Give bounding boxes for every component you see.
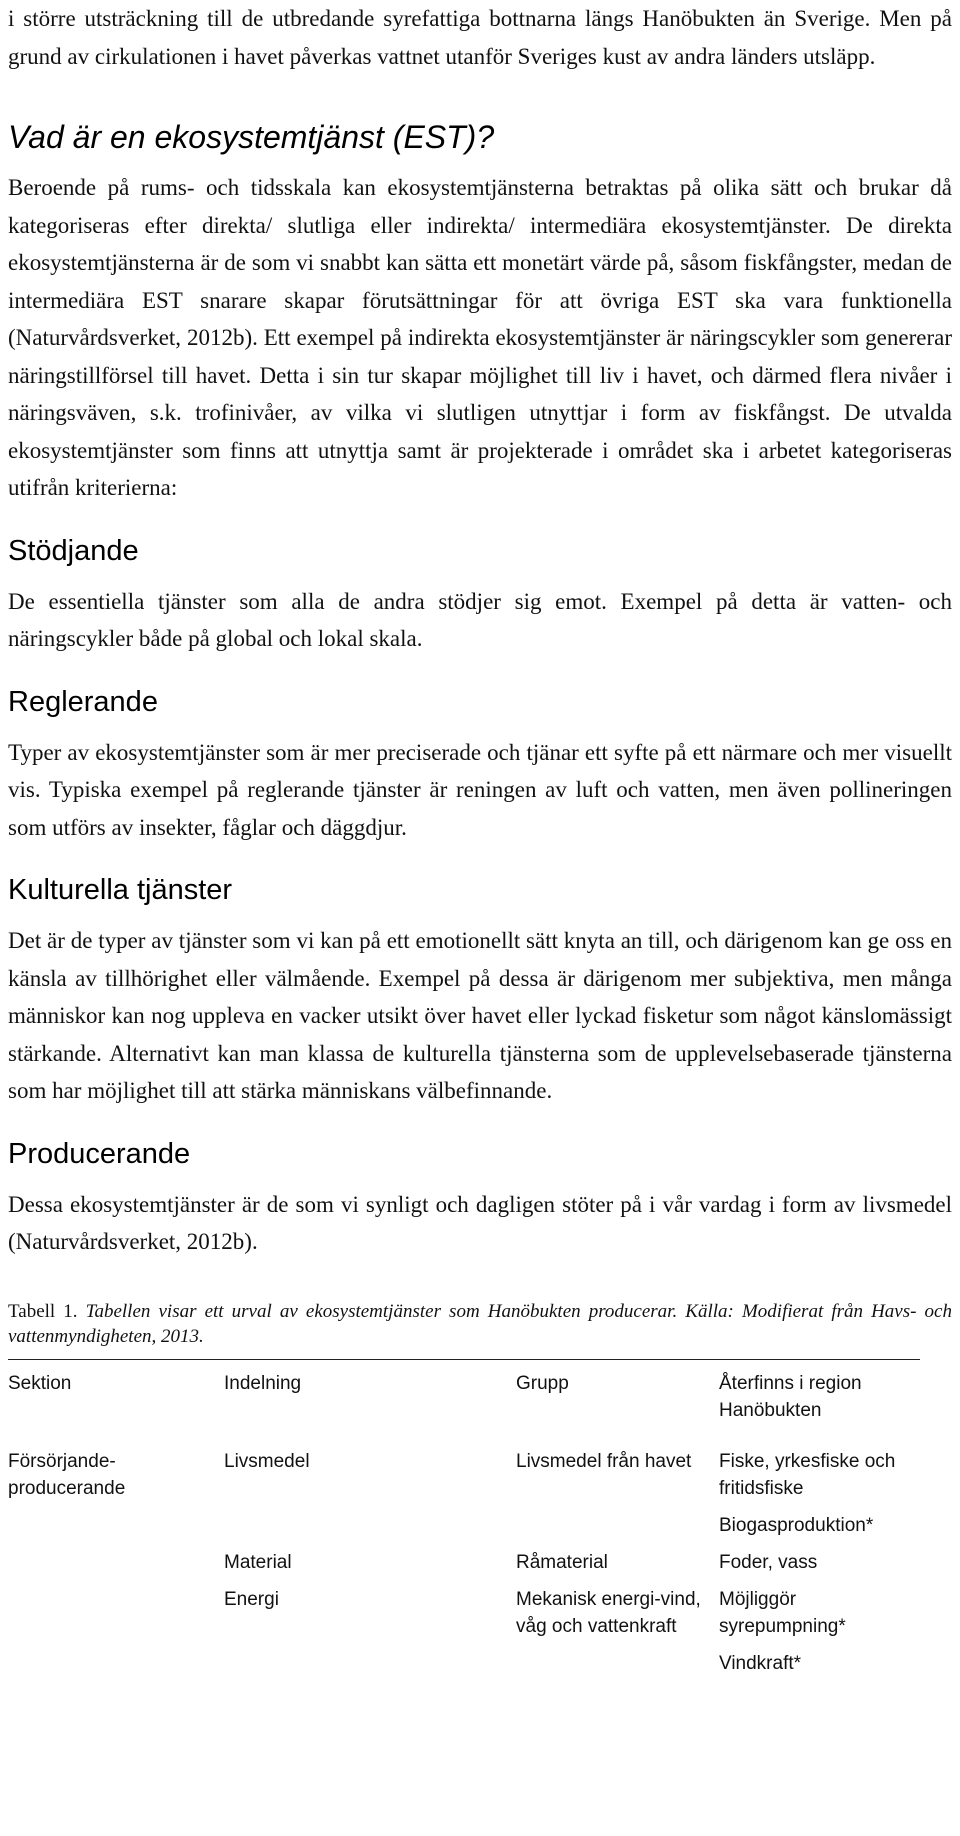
- table-cell-region: [719, 1586, 920, 1687]
- table-cell-grupp: Mekanisk energi-vind, våg och vattenkraft: [516, 1588, 701, 1637]
- table-cell-grupp: Råmaterial: [516, 1551, 608, 1573]
- table-cell-sektion: Försörjande-producerande: [8, 1450, 126, 1499]
- table-row: [8, 1586, 920, 1687]
- table-cell-region: [719, 1549, 920, 1586]
- table-cell-grupp: Livsmedel från havet: [516, 1450, 692, 1472]
- region-item: Möjliggör syrepumpning*: [719, 1588, 846, 1637]
- section-heading: Vad är en ekosystemtjänst (EST)?: [8, 119, 495, 155]
- table-row: [8, 1549, 920, 1586]
- table-header-cell: Sektion: [8, 1372, 72, 1394]
- category-heading-stodjande: Stödjande: [8, 534, 139, 567]
- document-page: [8, 0, 952, 1687]
- table-caption-label: Tabell 1.: [8, 1300, 78, 1322]
- table-caption: [8, 1299, 952, 1349]
- table-header-row: [8, 1359, 920, 1438]
- table-cell-region: [719, 1438, 920, 1549]
- category-heading-producerande: Producerande: [8, 1137, 191, 1170]
- table-caption-text: Tabellen visar ett urval av ekosystemtjänster som Hanöbukten producerar. Källa: Modifierat från Havs- och vattenmyndigheten, 2013.: [8, 1300, 952, 1347]
- region-item: Vindkraft*: [719, 1652, 802, 1674]
- ecosystem-services-table: [8, 1359, 920, 1687]
- table-header-cell: Grupp: [516, 1372, 569, 1394]
- intro-paragraph: i större utsträckning till de utbredande syrefattiga bottnarna längs Hanöbukten än Sverige. Men på grund av cirkulationen i havet påverkas vattnet utanför Sveriges kust av andra länders utsläpp.: [8, 6, 952, 69]
- region-item: Biogasproduktion*: [719, 1514, 874, 1536]
- table-cell-indelning: Energi: [224, 1588, 279, 1610]
- table-header-cell: Återfinns i region Hanöbukten: [719, 1372, 862, 1421]
- table-header-cell: Indelning: [224, 1372, 302, 1394]
- table-cell-indelning: Material: [224, 1551, 292, 1573]
- table-row: [8, 1438, 920, 1549]
- section-paragraph: Beroende på rums- och tidsskala kan ekosystemtjänsterna betraktas på olika sätt och brukar då kategoriseras efter direkta/ slutliga eller indirekta/ intermediära ekosystemtjänster. De direkta ekosystemtjänsterna är de som vi snabbt kan sätta ett monetärt värde på, såsom fiskfångster, medan de intermediära EST snarare skapar förutsättningar för att övriga EST ska vara funktionella (Naturvårdsverket, 2012b). Ett exempel på indirekta ekosystemtjänster är näringscykler som genererar näringstillförsel till havet. Detta i sin tur skapar möjlighet till liv i havet, och därmed flera nivåer i näringsväven, s.k. trofinivåer, av vilka vi slutligen utnyttjar i form av fiskfångst. De utvalda ekosystemtjänster som finns att utnyttja samt är projekterade i området ska i arbetet kategoriseras utifrån kriterierna:: [8, 175, 952, 500]
- category-heading-reglerande: Reglerande: [8, 685, 158, 718]
- category-paragraph-stodjande: De essentiella tjänster som alla de andra stödjer sig emot. Exempel på detta är vatten- och näringscykler både på global och lokal skala.: [8, 588, 952, 651]
- table-cell-sektion: [8, 1549, 224, 1586]
- table-cell-indelning: Livsmedel: [224, 1450, 310, 1472]
- category-paragraph-kulturella: Det är de typer av tjänster som vi kan på ett emotionellt sätt knyta an till, och därigenom kan ge oss en känsla av tillhörighet eller välmående. Exempel på dessa är därigenom mer subjektiva, men många människor kan nog uppleva en vacker utsikt över havet eller lyckad fisketur som något känslomässigt stärkande. Alternativt kan man klassa de kulturella tjänsterna som de upplevelsebaserade tjänsterna som har möjlighet till att stärka människans välbefinnande.: [8, 928, 952, 1103]
- category-paragraph-producerande: Dessa ekosystemtjänster är de som vi synligt och dagligen stöter på i vår vardag i form av livsmedel (Naturvårdsverket, 2012b).: [8, 1191, 952, 1254]
- category-paragraph-reglerande: Typer av ekosystemtjänster som är mer preciserade och tjänar ett syfte på ett närmare och mer visuellt vis. Typiska exempel på reglerande tjänster är reningen av luft och vatten, men även pollineringen som utförs av insekter, fåglar och däggdjur.: [8, 739, 952, 840]
- region-item: Fiske, yrkesfiske och fritidsfiske: [719, 1450, 896, 1499]
- table-cell-sektion: [8, 1586, 224, 1687]
- region-item: Foder, vass: [719, 1551, 818, 1573]
- category-heading-kulturella: Kulturella tjänster: [8, 874, 233, 906]
